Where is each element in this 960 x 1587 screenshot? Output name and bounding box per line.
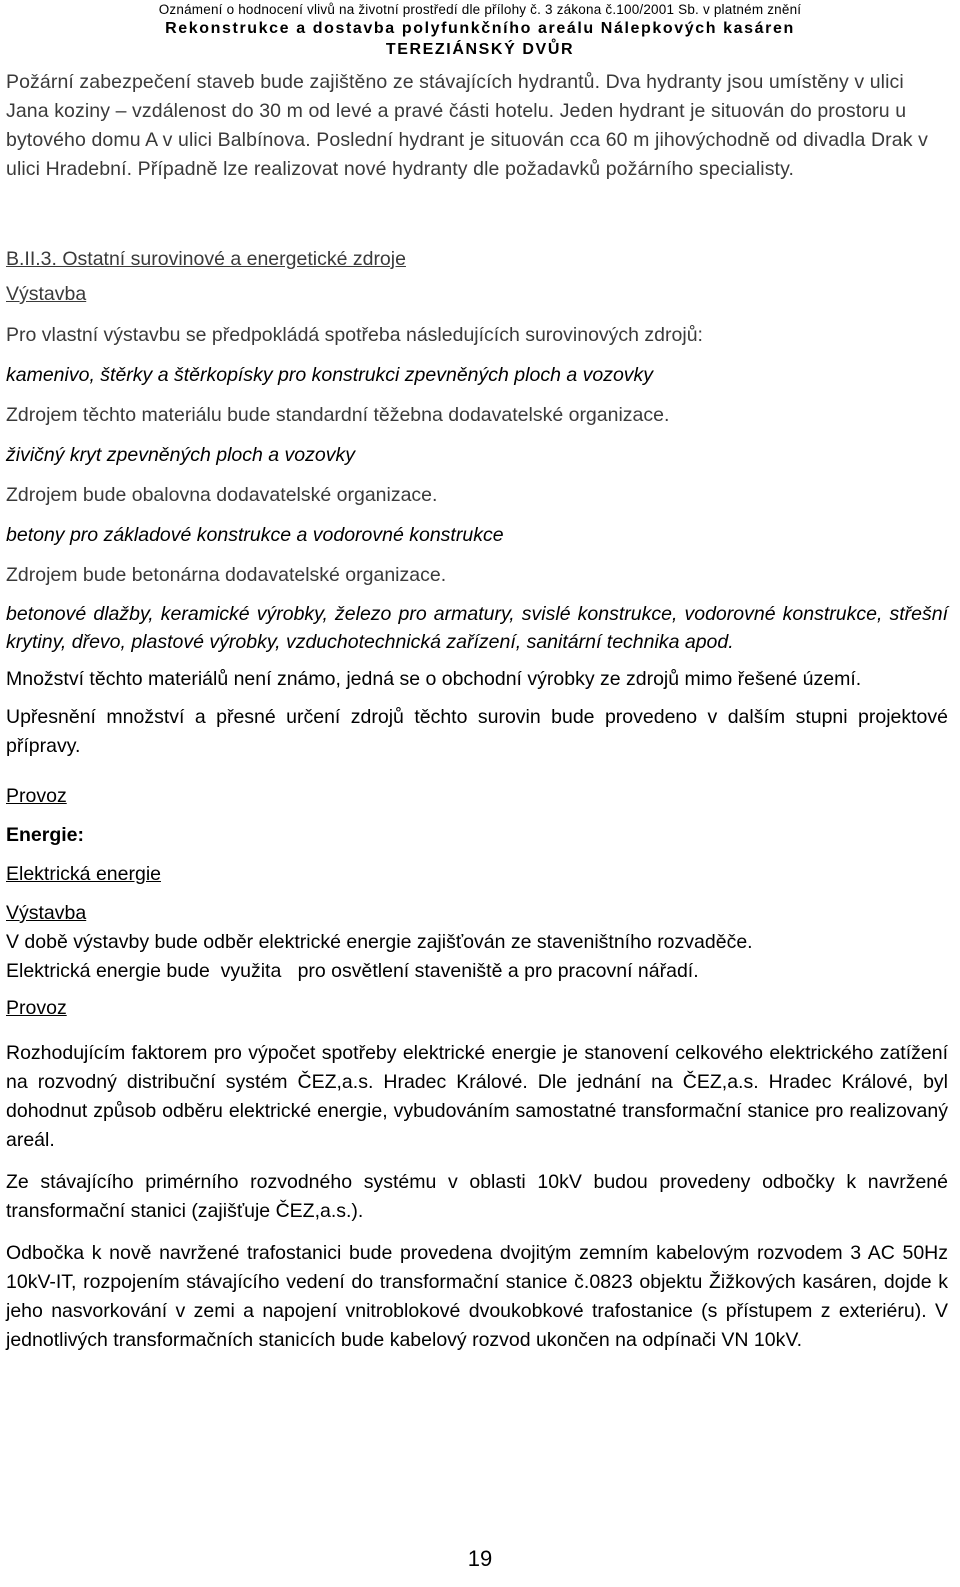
specification-paragraph: Upřesnění množství a přesné určení zdrojů těchto surovin bude provedeno v dalším stupni projektové přípravy. (6, 706, 948, 757)
material-1-label: kamenivo, štěrky a štěrkopísky pro konstrukci zpevněných ploch a vozovky (6, 364, 654, 386)
vystavba2-heading (6, 899, 948, 928)
provoz-paragraph-1: Rozhodujícím faktorem pro výpočet spotřeby elektrické energie je stanovení celkového elektrického zatížení na rozvodný distribuční systém ČEZ,a.s. Hradec Králové. Dle jednání na ČEZ,a.s. Hradec Králové, byl dohodnut způsob odběru elektrické energie, vybudováním samostatné transformační stanice pro realizovaný areál. (6, 1042, 948, 1151)
document-body (6, 68, 948, 1355)
vystavba-label: Výstavba (6, 283, 87, 305)
material-2-source: Zdrojem bude obalovna dodavatelské organizace. (6, 484, 438, 506)
section-heading-text: B.II.3. Ostatní surovinové a energetické zdroje (6, 248, 406, 270)
header-line-2: Rekonstrukce a dostavba polyfunkčního areálu Nálepkových kasáren (165, 20, 795, 37)
material-2-label: živičný kryt zpevněných ploch a vozovky (6, 444, 355, 466)
quantity-paragraph: Množství těchto materiálů není známo, jedná se o obchodní výrobky ze zdrojů mimo řešené území. (6, 668, 862, 690)
vystavba-heading (6, 280, 948, 309)
header-line-1: Oznámení o hodnocení vlivů na životní prostředí dle přílohy č. 3 zákona č.100/2001 Sb. v platném znění (158, 2, 802, 17)
page-number: 19 (467, 1546, 493, 1571)
hydrant-paragraph: Požární zabezpečení staveb bude zajištěno ze stávajících hydrantů. Dva hydranty jsou umístěny v ulici Jana koziny – vzdálenost do 30 m od levé a pravé části hotelu. Jeden hydrant je situován do prostoru u bytového domu A v ulici Balbínova. Poslední hydrant je situován cca 60 m jihovýchodně od divadla Drak v ulici Hradební. Případně lze realizovat nové hydranty dle požadavků požárního specialisty. (6, 71, 928, 180)
elektricka-label: Elektrická energie (6, 863, 161, 885)
provoz-paragraph-3: Odbočka k nově navržené trafostanici bude provedena dvojitým zemním kabelovým rozvodem 3 AC 50Hz 10kV-IT, rozpojením stávajícího vedení do transformační stanice č.0823 objektu Žižkových kasáren, dojde k jeho nasvorkování v zemi a napojení vnitroblokové dvoukobkové trafostanice (s přístupem z exteriéru). V jednotlivých transformačních stanicích bude kabelový rozvod ukončen na odpínači VN 10kV. (6, 1242, 948, 1351)
provoz-heading (6, 782, 948, 811)
material-3-label: betony pro základové konstrukce a vodorovné konstrukce (6, 524, 504, 546)
document-header (0, 2, 960, 60)
material-1-source: Zdrojem těchto materiálu bude standardní těžebna dodavatelské organizace. (6, 404, 670, 426)
elektricka-heading (6, 860, 948, 889)
provoz-paragraph-2: Ze stávajícího primérního rozvodného systému v oblasti 10kV budou provedeny odbočky k navržené transformační stanici (zajišťuje ČEZ,a.s.). (6, 1171, 948, 1222)
vystavba-intro: Pro vlastní výstavbu se předpokládá spotřeba následujících surovinových zdrojů: (6, 324, 703, 346)
vystavba2-line-1: V době výstavby bude odběr elektrické energie zajišťován ze staveništního rozvaděče. (6, 931, 753, 953)
energie-label: Energie: (6, 824, 85, 846)
material-3-source: Zdrojem bude betonárna dodavatelské organizace. (6, 564, 447, 586)
header-line-3: TEREZIÁNSKÝ DVŮR (385, 41, 575, 58)
provoz2-heading (6, 994, 948, 1023)
provoz-label: Provoz (6, 785, 67, 807)
provoz2-label: Provoz (6, 997, 67, 1019)
vystavba2-label: Výstavba (6, 902, 87, 924)
section-heading (6, 245, 948, 274)
vystavba2-line-2: Elektrická energie bude využita pro osvětlení staveniště a pro pracovní nářadí. (6, 960, 699, 982)
material-4-label: betonové dlažby, keramické výrobky, železo pro armatury, svislé konstrukce, vodorovné konstrukce, střešní krytiny, dřevo, plastové výrobky, vzduchotechnická zařízení, sanitární technika apod. (6, 603, 948, 653)
